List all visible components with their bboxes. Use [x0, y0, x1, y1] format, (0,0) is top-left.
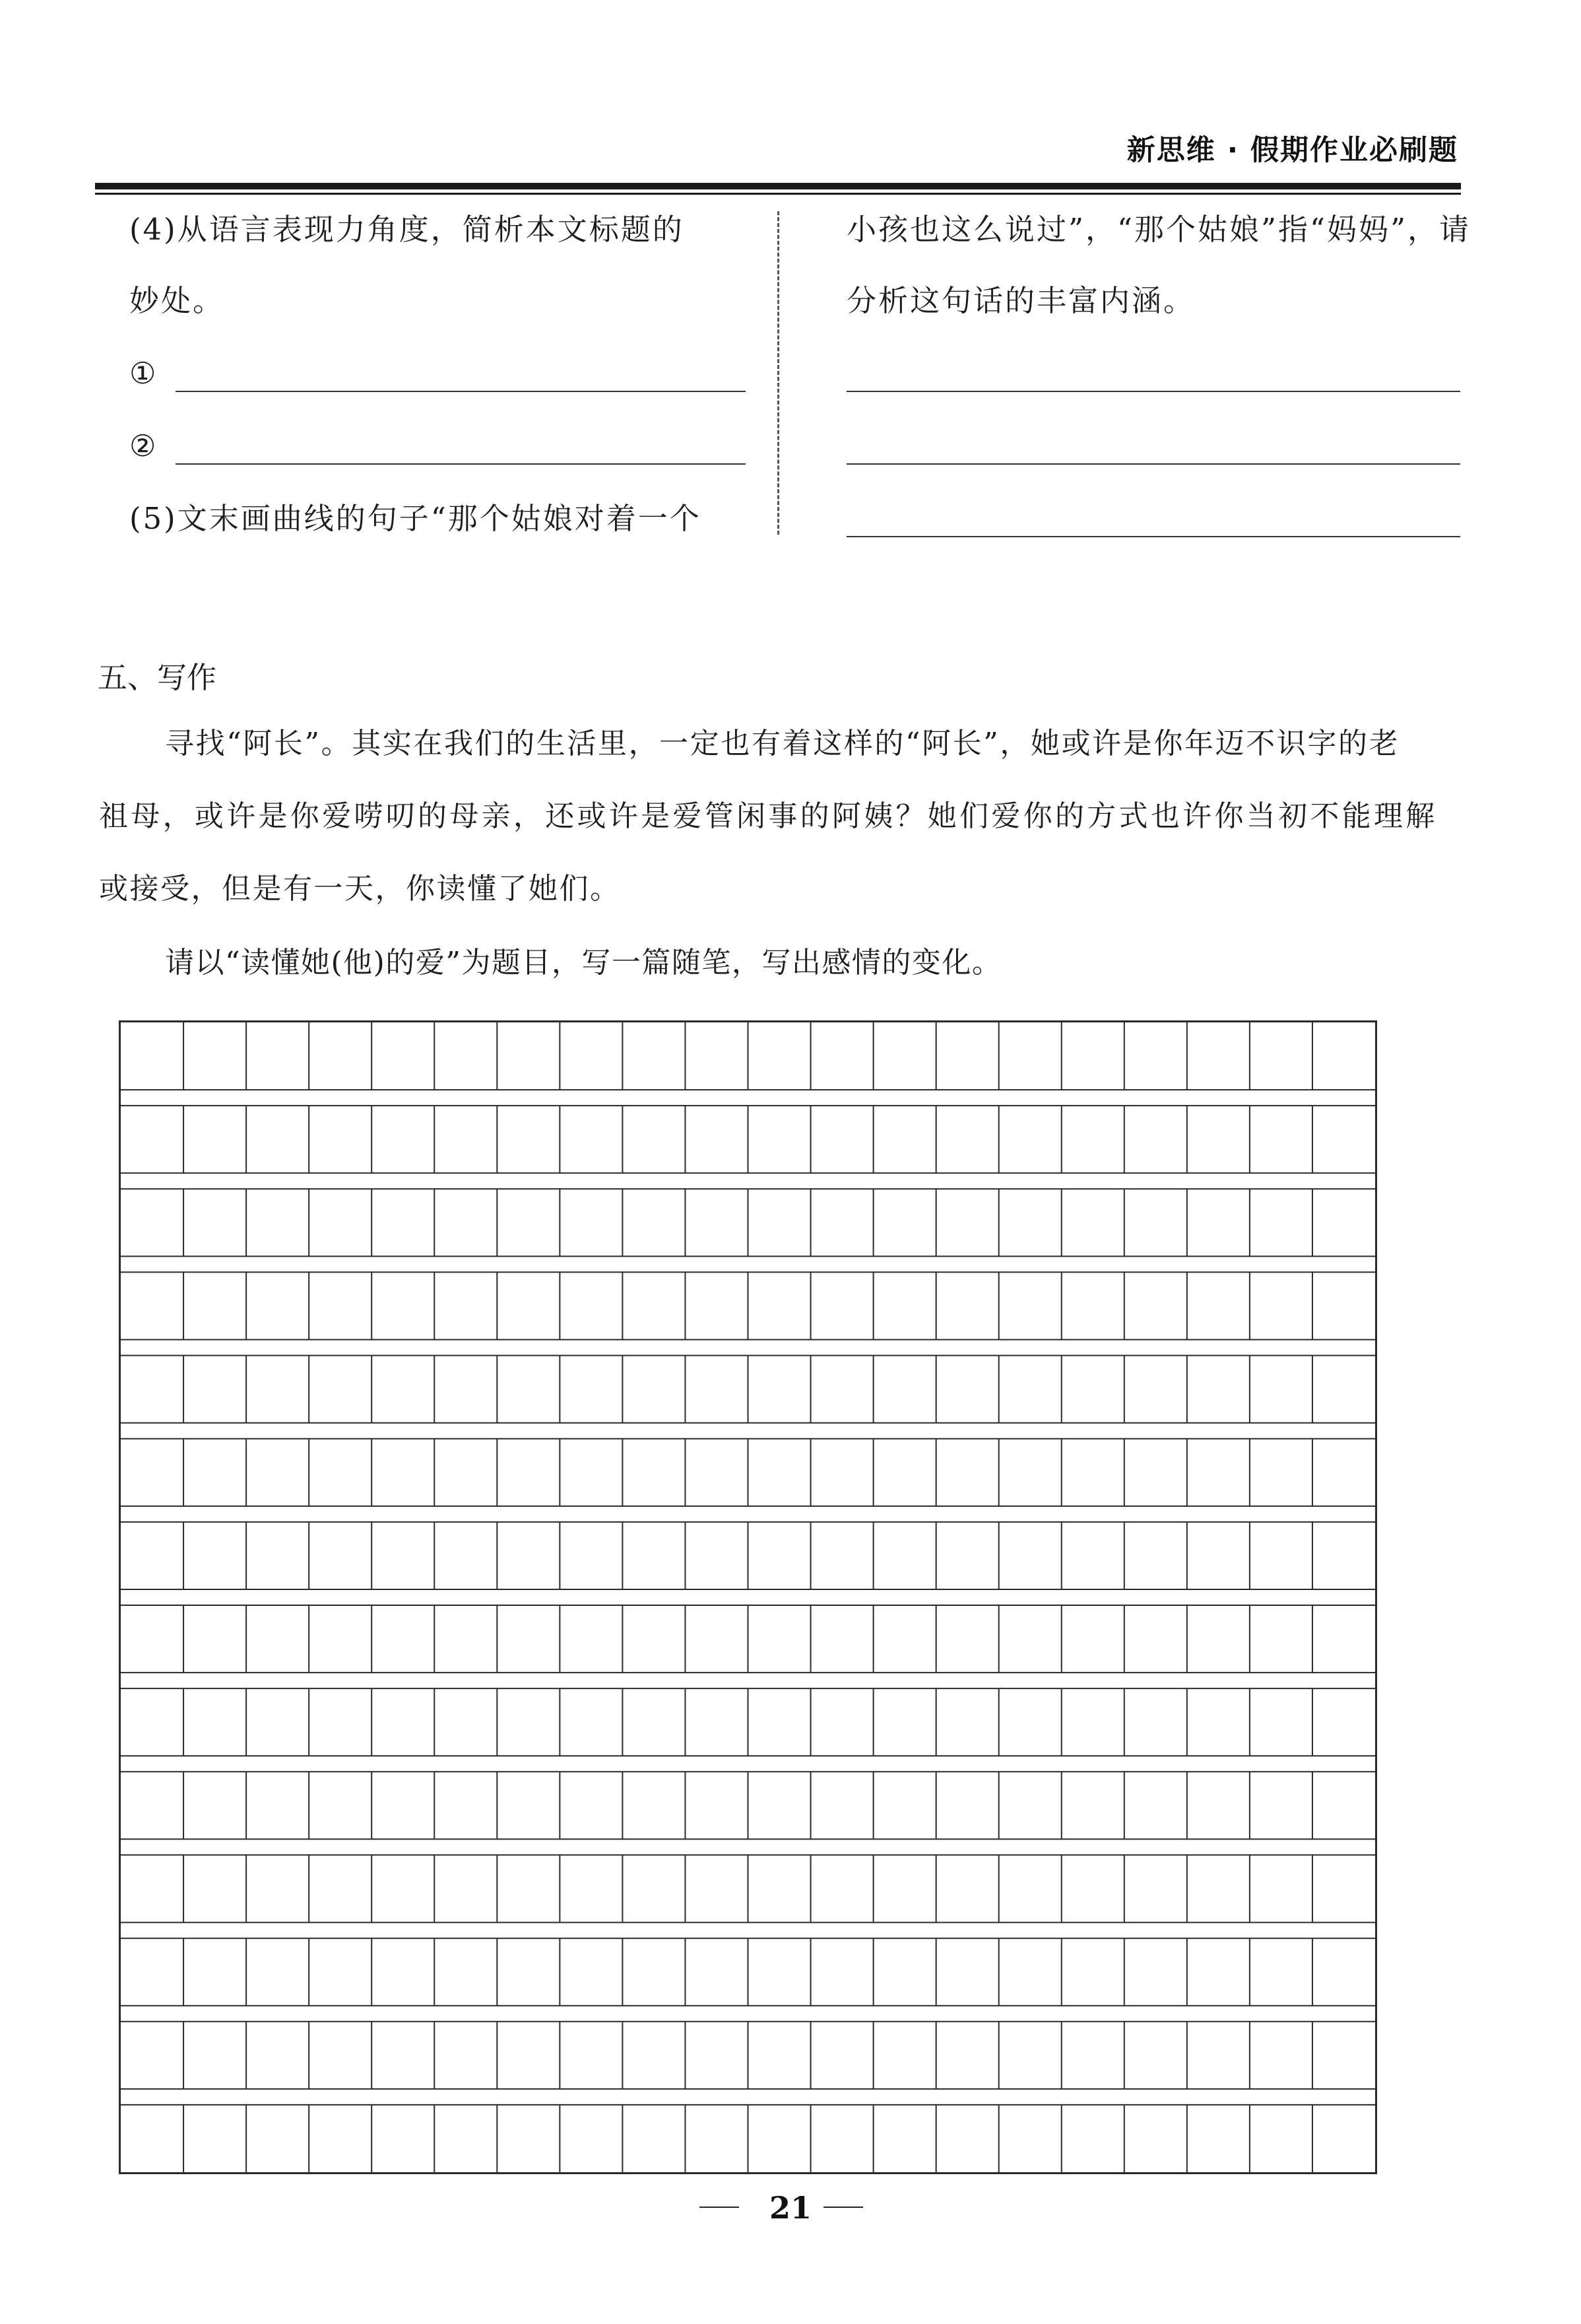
answer-marker-1: ① [129, 356, 158, 391]
section-title-writing: 五、写作 [98, 660, 217, 695]
answer-marker-2: ② [129, 428, 158, 463]
answer-line-q4-1[interactable] [176, 391, 746, 392]
writing-paragraph-line-3: 或接受，但是有一天，你读懂了她们。 [99, 872, 621, 906]
answer-line-q5-1[interactable] [847, 391, 1460, 392]
answer-line-q4-2[interactable] [176, 463, 746, 465]
page-header-title: 新思维 · 假期作业必刷题 [1126, 134, 1458, 167]
header-rule-thin [95, 193, 1461, 195]
composition-grid-lines [121, 1022, 1375, 2172]
column-divider [777, 211, 779, 535]
question-4-line-1: (4)从语言表现力角度，简析本文标题的 [129, 212, 684, 247]
writing-prompt: 请以“读懂她(他)的爱”为题目，写一篇随笔，写出感情的变化。 [165, 946, 1002, 979]
answer-line-q5-3[interactable] [847, 536, 1460, 537]
question-5-line-1: (5)文末画曲线的句子“那个姑娘对着一个 [129, 501, 701, 536]
question-5-line-2: 小孩也这么说过”，“那个姑娘”指“妈妈”，请 [847, 212, 1471, 247]
page-number: 21 [769, 2190, 812, 2226]
footer-dash-right [823, 2207, 863, 2208]
writing-paragraph-line-1: 寻找“阿长”。其实在我们的生活里，一定也有着这样的“阿长”，她或许是你年迈不识字的老 [165, 727, 1400, 760]
composition-grid[interactable] [119, 1020, 1377, 2174]
question-4-line-2: 妙处。 [129, 283, 225, 318]
writing-paragraph-line-2: 祖母，或许是你爱唠叨的母亲，还或许是爱管闲事的阿姨？她们爱你的方式也许你当初不能理解 [99, 799, 1438, 833]
answer-line-q5-2[interactable] [847, 463, 1460, 465]
header-rule-thick [95, 183, 1461, 189]
question-5-line-3: 分析这句话的丰富内涵。 [847, 283, 1196, 318]
